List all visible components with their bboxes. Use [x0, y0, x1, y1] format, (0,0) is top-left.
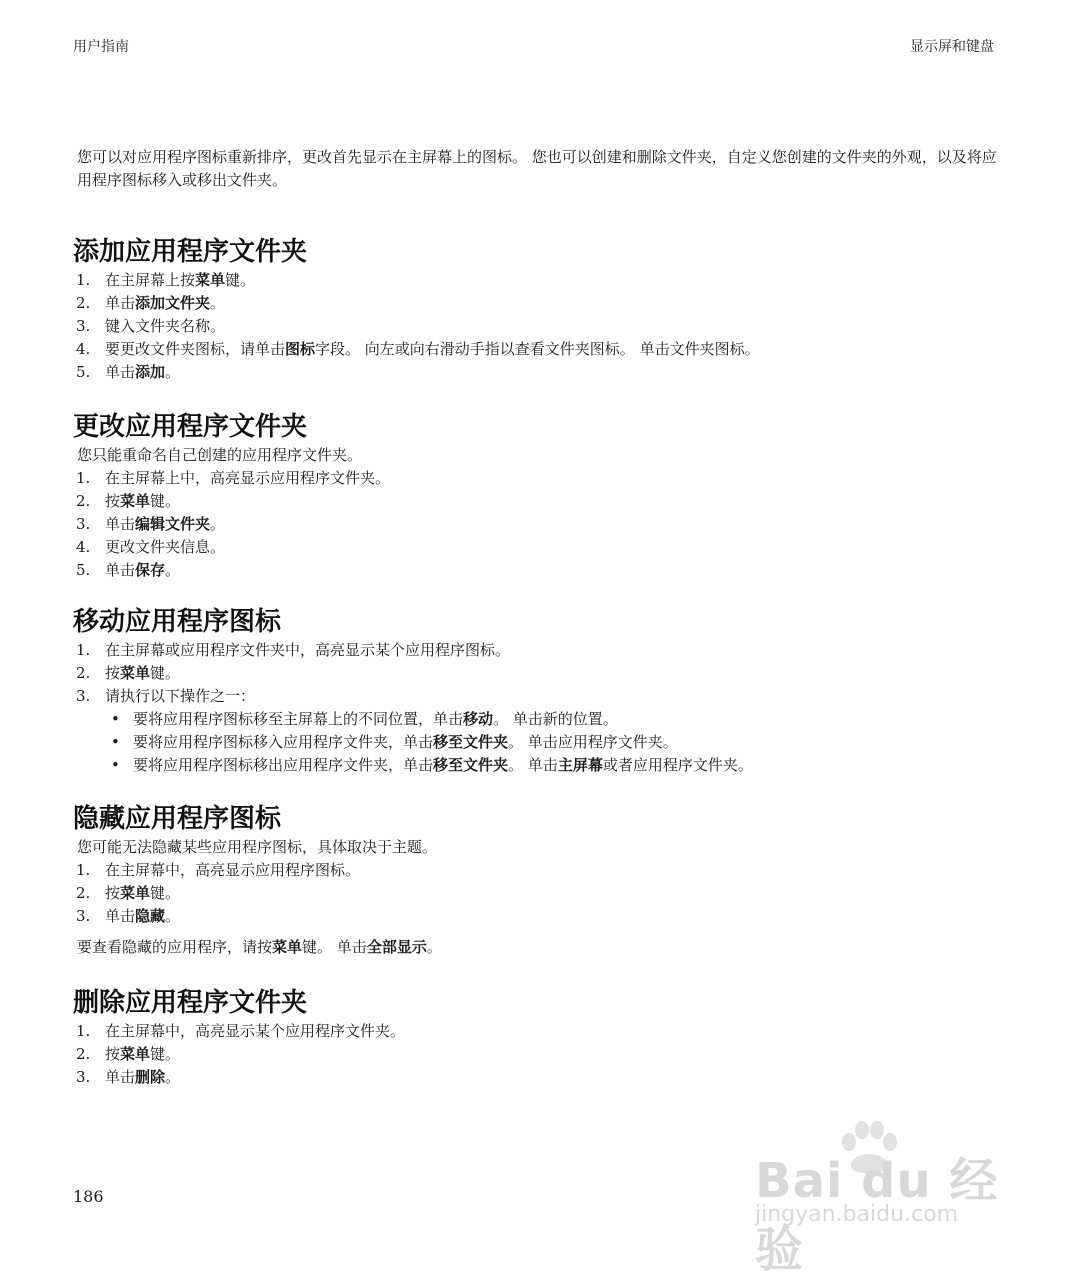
step-item: 3. 单击编辑文件夹。	[76, 515, 226, 533]
section-title: 隐藏应用程序图标	[73, 804, 282, 834]
step-item: 1. 在主屏幕上中，高亮显示应用程序文件夹。	[76, 469, 391, 487]
section-move-icon	[73, 605, 998, 777]
bullet-item: • 要将应用程序图标移至主屏幕上的不同位置，单击移动。 单击新的位置。	[111, 710, 618, 728]
step-item: 1. 在主屏幕或应用程序文件夹中，高亮显示某个应用程序图标。	[76, 641, 511, 659]
watermark-logo: Bai du 经验	[755, 1153, 999, 1278]
section-intro: 您可能无法隐藏某些应用程序图标，具体取决于主题。	[77, 838, 438, 856]
step-item: 2. 按菜单键。	[76, 1045, 181, 1063]
step-list	[73, 269, 998, 384]
running-header-right: 显示屏和键盘	[910, 39, 994, 55]
step-item: 2. 按菜单键。	[76, 664, 181, 682]
section-note: 要查看隐藏的应用程序，请按菜单键。 单击全部显示。	[77, 938, 442, 956]
section-intro: 您只能重命名自己创建的应用程序文件夹。	[77, 446, 363, 464]
section-add-folder	[73, 235, 998, 384]
step-item: 3. 单击隐藏。	[76, 907, 181, 925]
page-content	[73, 146, 998, 1089]
section-change-folder	[73, 410, 998, 582]
step-item: 4. 要更改文件夹图标，请单击图标字段。 向左或向右滑动手指以查看文件夹图标。 单击文件夹图标。	[76, 340, 760, 358]
bullet-list	[73, 708, 998, 777]
intro-paragraph: 您可以对应用程序图标重新排序，更改首先显示在主屏幕上的图标。 您也可以创建和删除文件夹，自定义您创建的文件夹的外观，以及将应用程序图标移入或移出文件夹。	[77, 148, 997, 189]
watermark-url: jingyan.baidu.com	[755, 1202, 959, 1227]
step-list	[73, 467, 998, 582]
step-item: 2. 单击添加文件夹。	[76, 294, 226, 312]
step-item: 5. 单击添加。	[76, 363, 181, 381]
step-item: 2. 按菜单键。	[76, 492, 181, 510]
section-title: 更改应用程序文件夹	[73, 412, 308, 442]
step-item: 1. 在主屏幕上按菜单键。	[76, 271, 256, 289]
section-title: 添加应用程序文件夹	[73, 237, 308, 267]
section-hide-icon	[73, 802, 998, 959]
step-list	[73, 1020, 998, 1089]
step-item: 3. 单击删除。	[76, 1068, 181, 1086]
section-delete-folder	[73, 986, 998, 1089]
bullet-item: • 要将应用程序图标移出应用程序文件夹，单击移至文件夹。 单击主屏幕或者应用程序文件夹。	[111, 756, 753, 774]
step-item: 4. 更改文件夹信息。	[76, 538, 226, 556]
bullet-item: • 要将应用程序图标移入应用程序文件夹，单击移至文件夹。 单击应用程序文件夹。	[111, 733, 678, 751]
step-item: 3. 键入文件夹名称。	[76, 317, 226, 335]
step-list	[73, 639, 998, 708]
section-title: 删除应用程序文件夹	[73, 988, 308, 1018]
step-item: 1. 在主屏幕中，高亮显示应用程序图标。	[76, 861, 361, 879]
step-list	[73, 859, 998, 928]
step-item: 3. 请执行以下操作之一：	[76, 687, 256, 705]
baidu-watermark	[755, 1120, 1005, 1278]
step-item: 5. 单击保存。	[76, 561, 181, 579]
section-title: 移动应用程序图标	[73, 607, 282, 637]
running-header-left: 用户指南	[73, 39, 129, 55]
step-item: 2. 按菜单键。	[76, 884, 181, 902]
step-item: 1. 在主屏幕中，高亮显示某个应用程序文件夹。	[76, 1022, 406, 1040]
page-number: 186	[73, 1187, 104, 1206]
